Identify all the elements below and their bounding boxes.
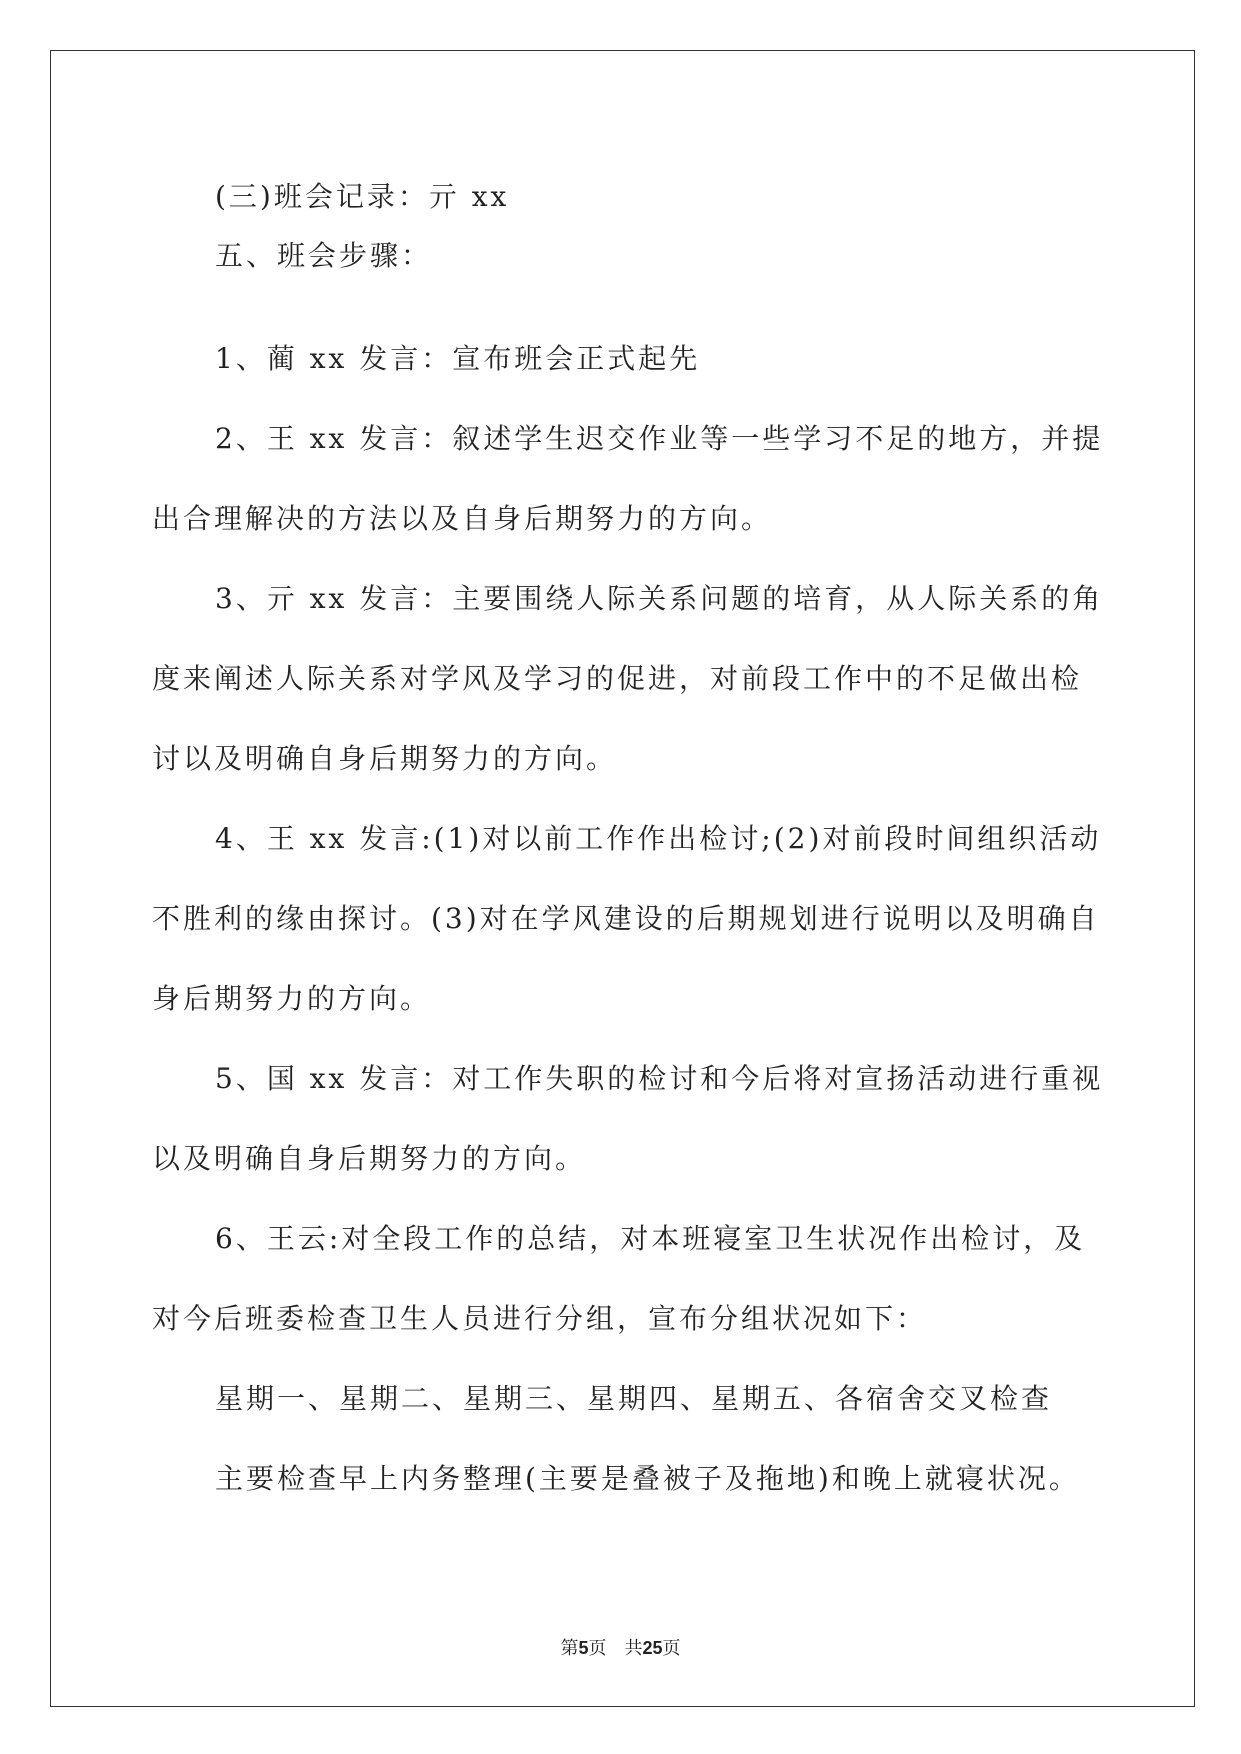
footer-mid: 页 共: [588, 1638, 643, 1659]
text-line: 出合理解决的方法以及自身后期努力的方向。: [152, 502, 773, 535]
footer-prefix: 第: [560, 1638, 579, 1659]
text-line: 身后期努力的方向。: [152, 982, 432, 1015]
page-footer: [0, 1634, 1241, 1660]
text-line: (三)班会记录：亓 xx: [215, 180, 510, 213]
text-line: 2、王 xx 发言：叙述学生迟交作业等一些学习不足的地方，并提: [215, 422, 1104, 455]
text-line: 对今后班委检查卫生人员进行分组，宣布分组状况如下：: [152, 1302, 928, 1335]
text-line: 度来阐述人际关系对学风及学习的促进，对前段工作中的不足做出检: [152, 662, 1083, 695]
text-line: 星期一、星期二、星期三、星期四、星期五、各宿舍交叉检查: [215, 1382, 1053, 1415]
text-line: 3、亓 xx 发言：主要围绕人际关系问题的培育，从人际关系的角: [215, 582, 1104, 615]
text-line: 6、王云:对全段工作的总结，对本班寝室卫生状况作出检讨，及: [215, 1222, 1086, 1255]
text-line: 以及明确自身后期努力的方向。: [152, 1142, 587, 1175]
text-line: 讨以及明确自身后期努力的方向。: [152, 742, 618, 775]
text-line: 不胜利的缘由探讨。(3)对在学风建设的后期规划进行说明以及明确自: [152, 902, 1100, 935]
text-line: 五、班会步骤：: [215, 239, 433, 272]
text-line: 1、蔺 xx 发言：宣布班会正式起先: [215, 342, 701, 375]
footer-suffix: 页: [662, 1638, 681, 1659]
text-line: 主要检查早上内务整理(主要是叠被子及拖地)和晚上就寝状况。: [215, 1462, 1080, 1495]
text-line: 5、国 xx 发言：对工作失职的检讨和今后将对宣扬活动进行重视: [215, 1062, 1104, 1095]
total-page-number: 25: [642, 1638, 663, 1658]
text-line: 4、王 xx 发言:(1)对以前工作作出检讨;(2)对前段时间组织活动: [215, 822, 1102, 855]
current-page-number: 5: [578, 1638, 589, 1658]
